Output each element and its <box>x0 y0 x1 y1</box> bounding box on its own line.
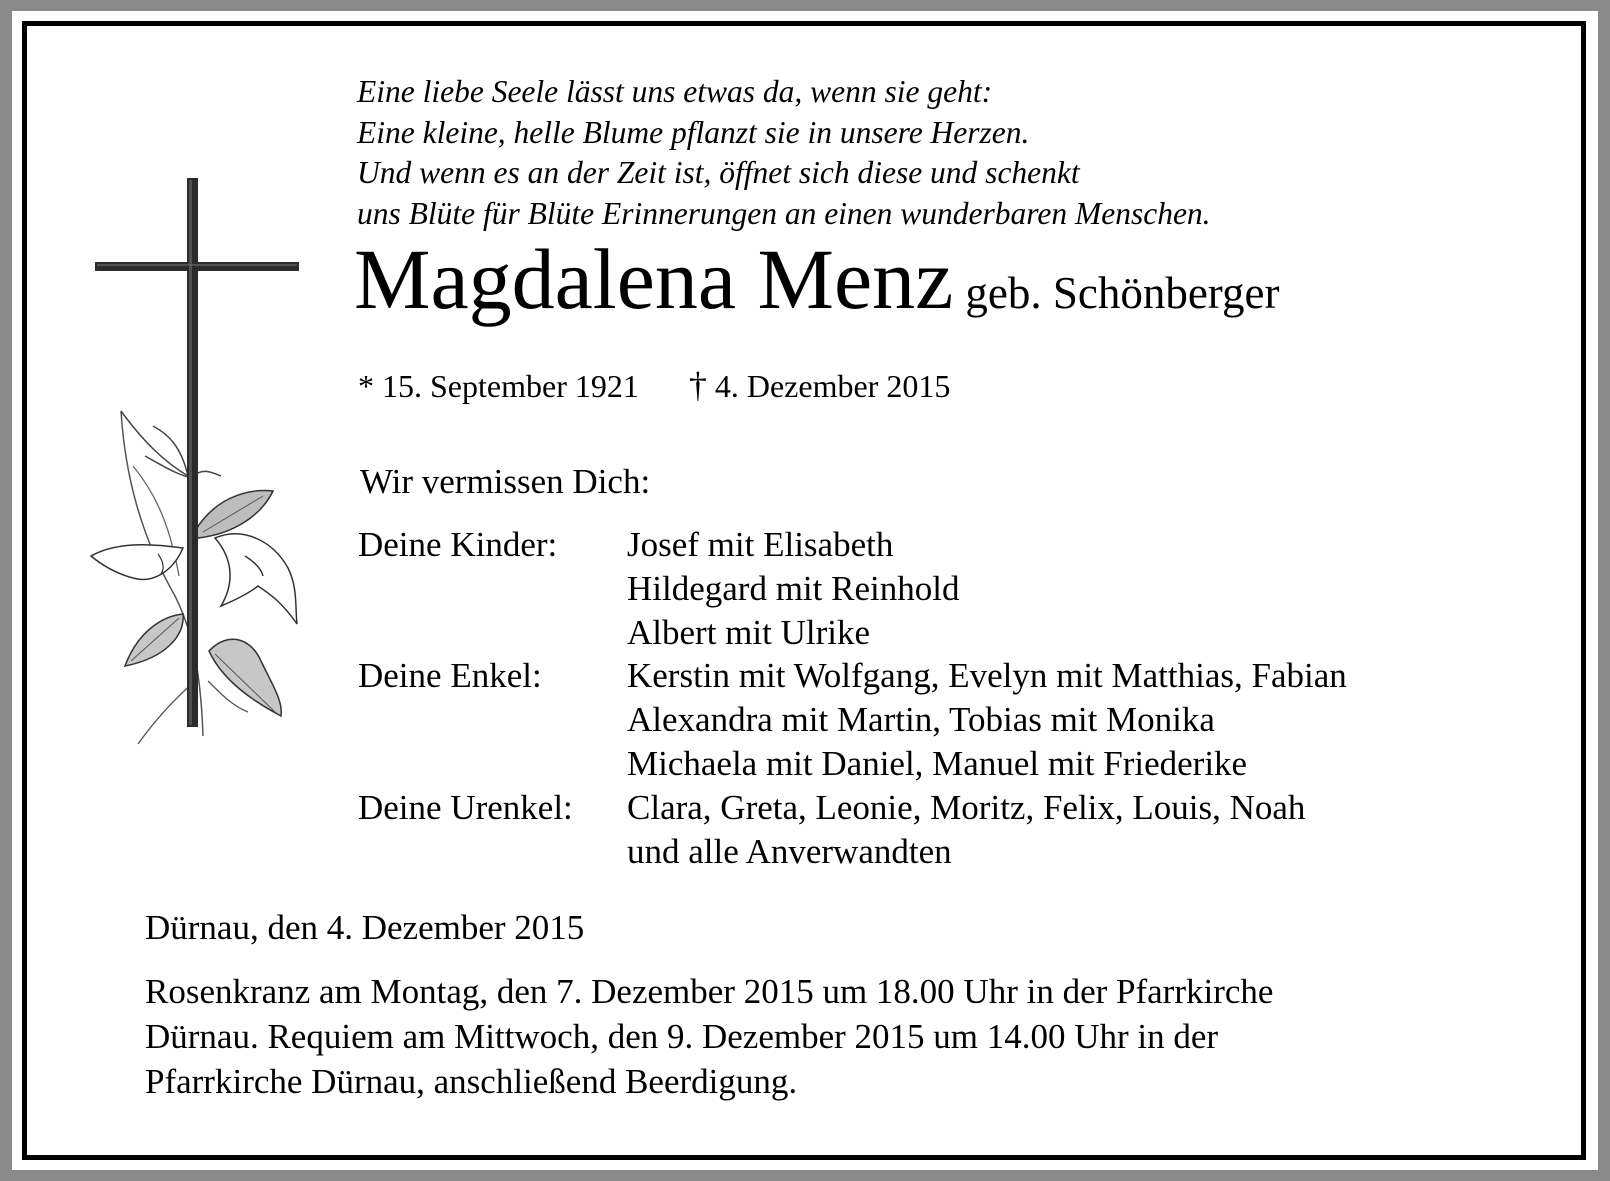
mourner-group-label: Deine Enkel: <box>358 656 542 696</box>
poem-line: Eine kleine, helle Blume pflanzt sie in unsere Herzen. <box>357 114 1030 150</box>
mourner-names <box>627 523 959 654</box>
page-background <box>12 11 1598 1170</box>
birth-date: * 15. September 1921 <box>358 368 639 404</box>
death-date: 4. Dezember 2015 <box>714 368 951 404</box>
deceased-name: Magdalena Menz <box>354 231 954 327</box>
poem-line: Eine liebe Seele lässt uns etwas da, wenn sie geht: <box>357 74 993 109</box>
mourner-group-grandchildren <box>358 654 1347 785</box>
mourners-list <box>358 523 1347 873</box>
poem-line: uns Blüte für Blüte Erinnerungen an einen wunderbaren Menschen. <box>357 195 1211 231</box>
mourner-names <box>627 654 1347 785</box>
service-line: Rosenkranz am Montag, den 7. Dezember 2015 um 18.00 Uhr in der Pfarrkirche <box>145 972 1274 1011</box>
mourner-group-children <box>358 523 1347 654</box>
memorial-poem <box>357 72 1211 234</box>
death-date-group <box>688 365 951 405</box>
service-line: Pfarrkirche Dürnau, anschließend Beerdigung. <box>145 1062 798 1101</box>
mourner-name-line: Kerstin mit Wolfgang, Evelyn mit Matthias, Fabian <box>627 656 1347 696</box>
mourner-names <box>627 786 1305 874</box>
mourner-name-line: Hildegard mit Reinhold <box>627 568 960 608</box>
mourner-group-label: Deine Kinder: <box>358 525 558 564</box>
mourner-name-line: Michaela mit Daniel, Manuel mit Friederike <box>627 743 1248 783</box>
mourner-name-line: Albert mit Ulrike <box>627 612 871 652</box>
mourner-group-great-grandchildren <box>358 786 1347 874</box>
mourner-name-line: Alexandra mit Martin, Tobias mit Monika <box>627 700 1215 740</box>
obituary-frame <box>22 21 1586 1160</box>
mourner-name-line: Clara, Greta, Leonie, Moritz, Felix, Louis, Noah <box>627 787 1306 827</box>
mourner-name-line: Josef mit Elisabeth <box>627 525 894 564</box>
funeral-service-info <box>145 969 1273 1104</box>
cross-with-calla-lilies-icon <box>83 176 303 756</box>
service-line: Dürnau. Requiem am Mittwoch, den 9. Dezember 2015 um 14.00 Uhr in der <box>145 1017 1219 1056</box>
mourners-heading: Wir vermissen Dich: <box>360 462 651 501</box>
maiden-name: geb. Schönberger <box>965 268 1280 318</box>
mourner-group-label: Deine Urenkel: <box>358 787 573 827</box>
life-dates <box>358 364 950 406</box>
deceased-name-line <box>354 231 1280 327</box>
mourner-name-line: und alle Anverwandten <box>627 831 952 871</box>
dagger-icon: † <box>688 365 707 405</box>
poem-line: Und wenn es an der Zeit ist, öffnet sich diese und schenkt <box>357 155 1080 190</box>
place-and-date: Dürnau, den 4. Dezember 2015 <box>145 908 585 947</box>
